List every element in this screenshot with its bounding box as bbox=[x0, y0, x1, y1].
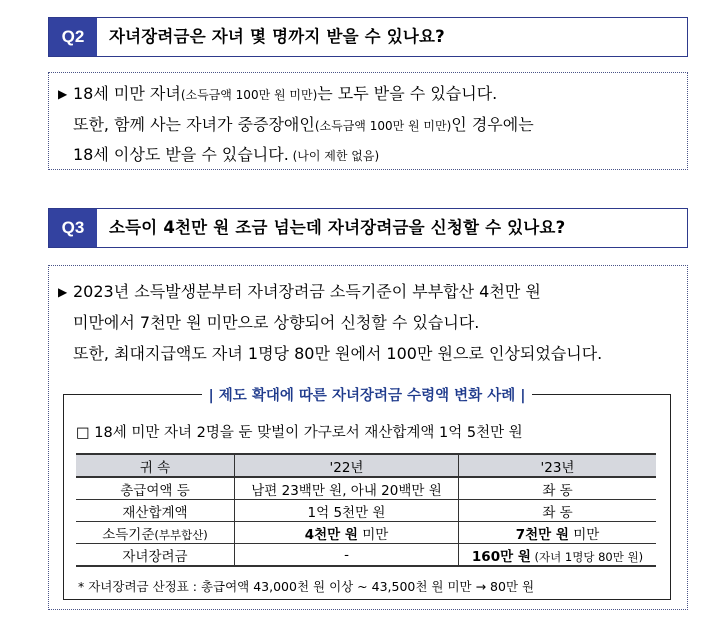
q2-answer-line-2: 또한, 함께 사는 자녀가 중증장애인(소득금액 100만 원 미만)인 경우에는 bbox=[73, 115, 534, 134]
q2-answer-line-3: 18세 이상도 받을 수 있습니다. (나이 제한 없음) bbox=[73, 145, 380, 164]
table-row: 총급여액 등 남편 23백만 원, 아내 20백만 원 좌 동 bbox=[76, 477, 656, 500]
q3-label: Q3 bbox=[49, 209, 97, 247]
header-2023: '23년 bbox=[459, 454, 657, 477]
q2-title: 자녀장려금은 자녀 몇 명까지 받을 수 있나요? bbox=[109, 27, 445, 46]
calc-note: * 자녀장려금 산정표 : 총급여액 43,000천 원 이상 ~ 43,500천 원 미만 → 80만 원 bbox=[78, 579, 535, 594]
q2-answer-box bbox=[48, 72, 688, 170]
q3-answer-line-3: 또한, 최대지급액도 자녀 1명당 80만 원에서 100만 원으로 인상되었습니다. bbox=[73, 344, 603, 363]
q3-header bbox=[48, 208, 688, 248]
bullet-icon: ▶ bbox=[58, 285, 68, 299]
example-case: □ 18세 미만 자녀 2명을 둔 맞벌이 가구로서 재산합계액 1억 5천만 원 bbox=[76, 425, 523, 441]
q2-label: Q2 bbox=[49, 18, 97, 56]
comparison-table bbox=[76, 453, 656, 567]
example-box bbox=[63, 388, 671, 600]
table-row: 자녀장려금 - 160만 원 (자녀 1명당 80만 원) bbox=[76, 544, 656, 567]
q3-title: 소득이 4천만 원 조금 넘는데 자녀장려금을 신청할 수 있나요? bbox=[109, 218, 566, 237]
header-category: 귀 속 bbox=[76, 454, 235, 477]
q3-answer-line-2: 미만에서 7천만 원 미만으로 상향되어 신청할 수 있습니다. bbox=[73, 313, 480, 332]
table-header-row bbox=[76, 454, 656, 477]
q2-header bbox=[48, 17, 688, 57]
header-2022: '22년 bbox=[235, 454, 459, 477]
example-title: | 제도 확대에 따른 자녀장려금 수령액 변화 사례 | bbox=[64, 384, 670, 405]
bullet-icon: ▶ bbox=[58, 87, 68, 101]
table-row: 소득기준(부부합산) 4천만 원 미만 7천만 원 미만 bbox=[76, 522, 656, 544]
q2-answer-line-1: 18세 미만 자녀(소득금액 100만 원 미만)는 모두 받을 수 있습니다. bbox=[73, 84, 498, 103]
table-row: 재산합계액 1억 5천만 원 좌 동 bbox=[76, 500, 656, 522]
q3-answer-line-1: 2023년 소득발생분부터 자녀장려금 소득기준이 부부합산 4천만 원 bbox=[73, 282, 541, 301]
q3-answer-box bbox=[48, 265, 688, 610]
